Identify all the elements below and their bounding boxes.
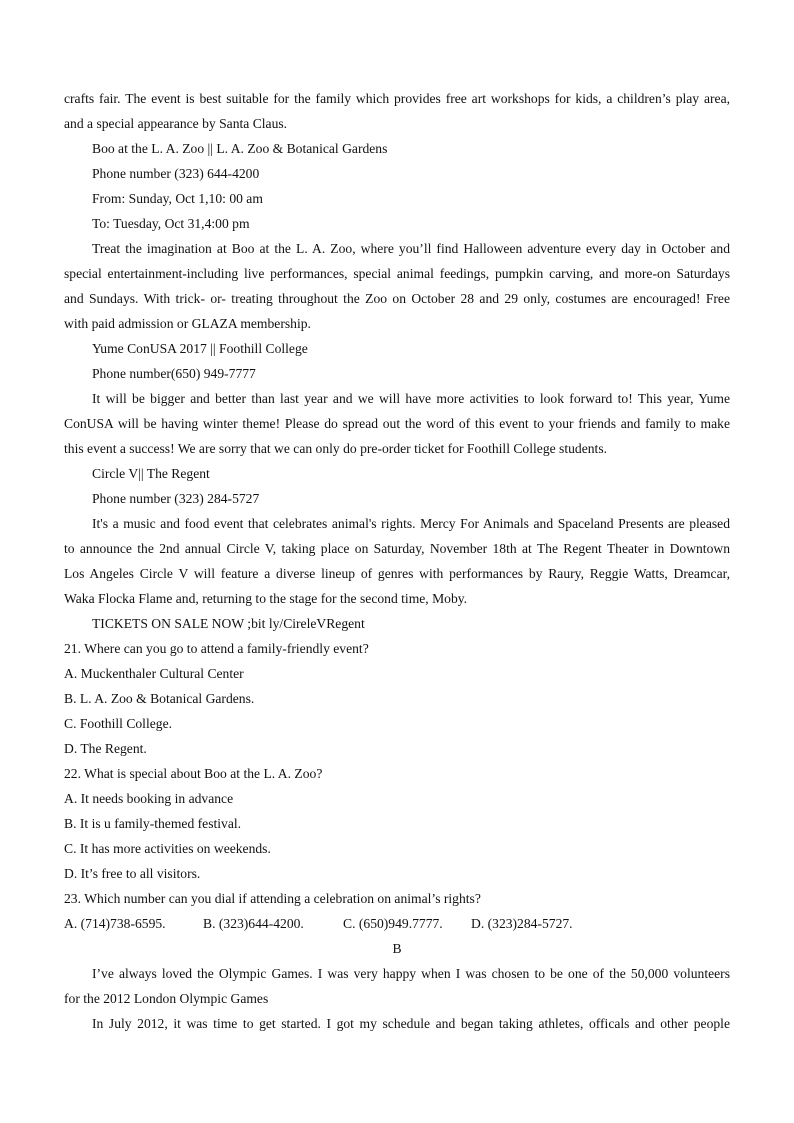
passage-line: ConUSA will be having winter theme! Please do spread out the word of this event to your friends and family to make	[64, 416, 730, 431]
passage-line: this event a success! We are sorry that we can only do pre-order ticket for Foothill College students.	[64, 441, 608, 456]
event-start-time: From: Sunday, Oct 1,10: 00 am	[92, 191, 263, 206]
section-heading: B	[392, 941, 402, 956]
event-title: Boo at the L. A. Zoo || L. A. Zoo & Botanical Gardens	[92, 141, 388, 156]
passage-line: and a special appearance by Santa Claus.	[64, 116, 288, 131]
answer-option: C. It has more activities on weekends.	[64, 841, 271, 856]
passage-line: Los Angeles Circle V will feature a diverse lineup of genres with performances by Raury, Reggie Watts, Dreamcar,	[64, 566, 730, 581]
answer-option: D. It’s free to all visitors.	[64, 866, 201, 881]
passage-line: In July 2012, it was time to get started. I got my schedule and began taking athletes, officals and other people	[92, 1016, 730, 1031]
answer-option: D. (323)284-5727.	[471, 916, 573, 931]
passage-line: It will be bigger and better than last year and we will have more activities to look forward to! This year, Yume	[92, 391, 730, 406]
event-title: Circle V|| The Regent	[92, 466, 210, 481]
answer-option: B. It is u family-themed festival.	[64, 816, 242, 831]
event-phone: Phone number (323) 284-5727	[92, 491, 260, 506]
question-23: 23. Which number can you dial if attending a celebration on animal’s rights?	[64, 891, 481, 906]
passage-line: It's a music and food event that celebrates animal's rights. Mercy For Animals and Spaceland Presents are pleased	[92, 516, 730, 531]
passage-line: crafts fair. The event is best suitable for the family which provides free art workshops for kids, a children’s play area,	[64, 91, 730, 106]
event-phone: Phone number(650) 949-7777	[92, 366, 256, 381]
answer-option: A. It needs booking in advance	[64, 791, 234, 806]
question-23-options	[64, 911, 730, 936]
answer-option: B. (323)644-4200.	[203, 916, 304, 931]
document-page	[64, 86, 730, 1036]
answer-option: B. L. A. Zoo & Botanical Gardens.	[64, 691, 255, 706]
passage-line: to announce the 2nd annual Circle V, taking place on Saturday, November 18th at The Regent Theater in Downtown	[64, 541, 730, 556]
passage-line: for the 2012 London Olympic Games	[64, 991, 269, 1006]
question-21: 21. Where can you go to attend a family-friendly event?	[64, 641, 369, 656]
event-end-time: To: Tuesday, Oct 31,4:00 pm	[92, 216, 250, 231]
passage-line: I’ve always loved the Olympic Games. I was very happy when I was chosen to be one of the 50,000 volunteers	[92, 966, 730, 981]
event-title: Yume ConUSA 2017 || Foothill College	[92, 341, 308, 356]
answer-option: C. Foothill College.	[64, 716, 172, 731]
answer-option: C. (650)949.7777.	[343, 916, 443, 931]
passage-line: Waka Flocka Flame and, returning to the stage for the second time, Moby.	[64, 591, 468, 606]
passage-line: with paid admission or GLAZA membership.	[64, 316, 311, 331]
answer-option: A. Muckenthaler Cultural Center	[64, 666, 244, 681]
passage-line: special entertainment-including live performances, special animal feedings, pumpkin carving, and more-on Saturdays	[64, 266, 730, 281]
question-22: 22. What is special about Boo at the L. A. Zoo?	[64, 766, 323, 781]
passage-line: Treat the imagination at Boo at the L. A. Zoo, where you’ll find Halloween adventure every day in October and	[92, 241, 730, 256]
event-phone: Phone number (323) 644-4200	[92, 166, 260, 181]
passage-line: and Sundays. With trick- or- treating throughout the Zoo on October 28 and 29 only, costumes are encouraged! Free	[64, 291, 730, 306]
answer-option: A. (714)738-6595.	[64, 916, 166, 931]
ticket-info: TICKETS ON SALE NOW ;bit ly/CireleVRegent	[92, 616, 365, 631]
answer-option: D. The Regent.	[64, 741, 147, 756]
